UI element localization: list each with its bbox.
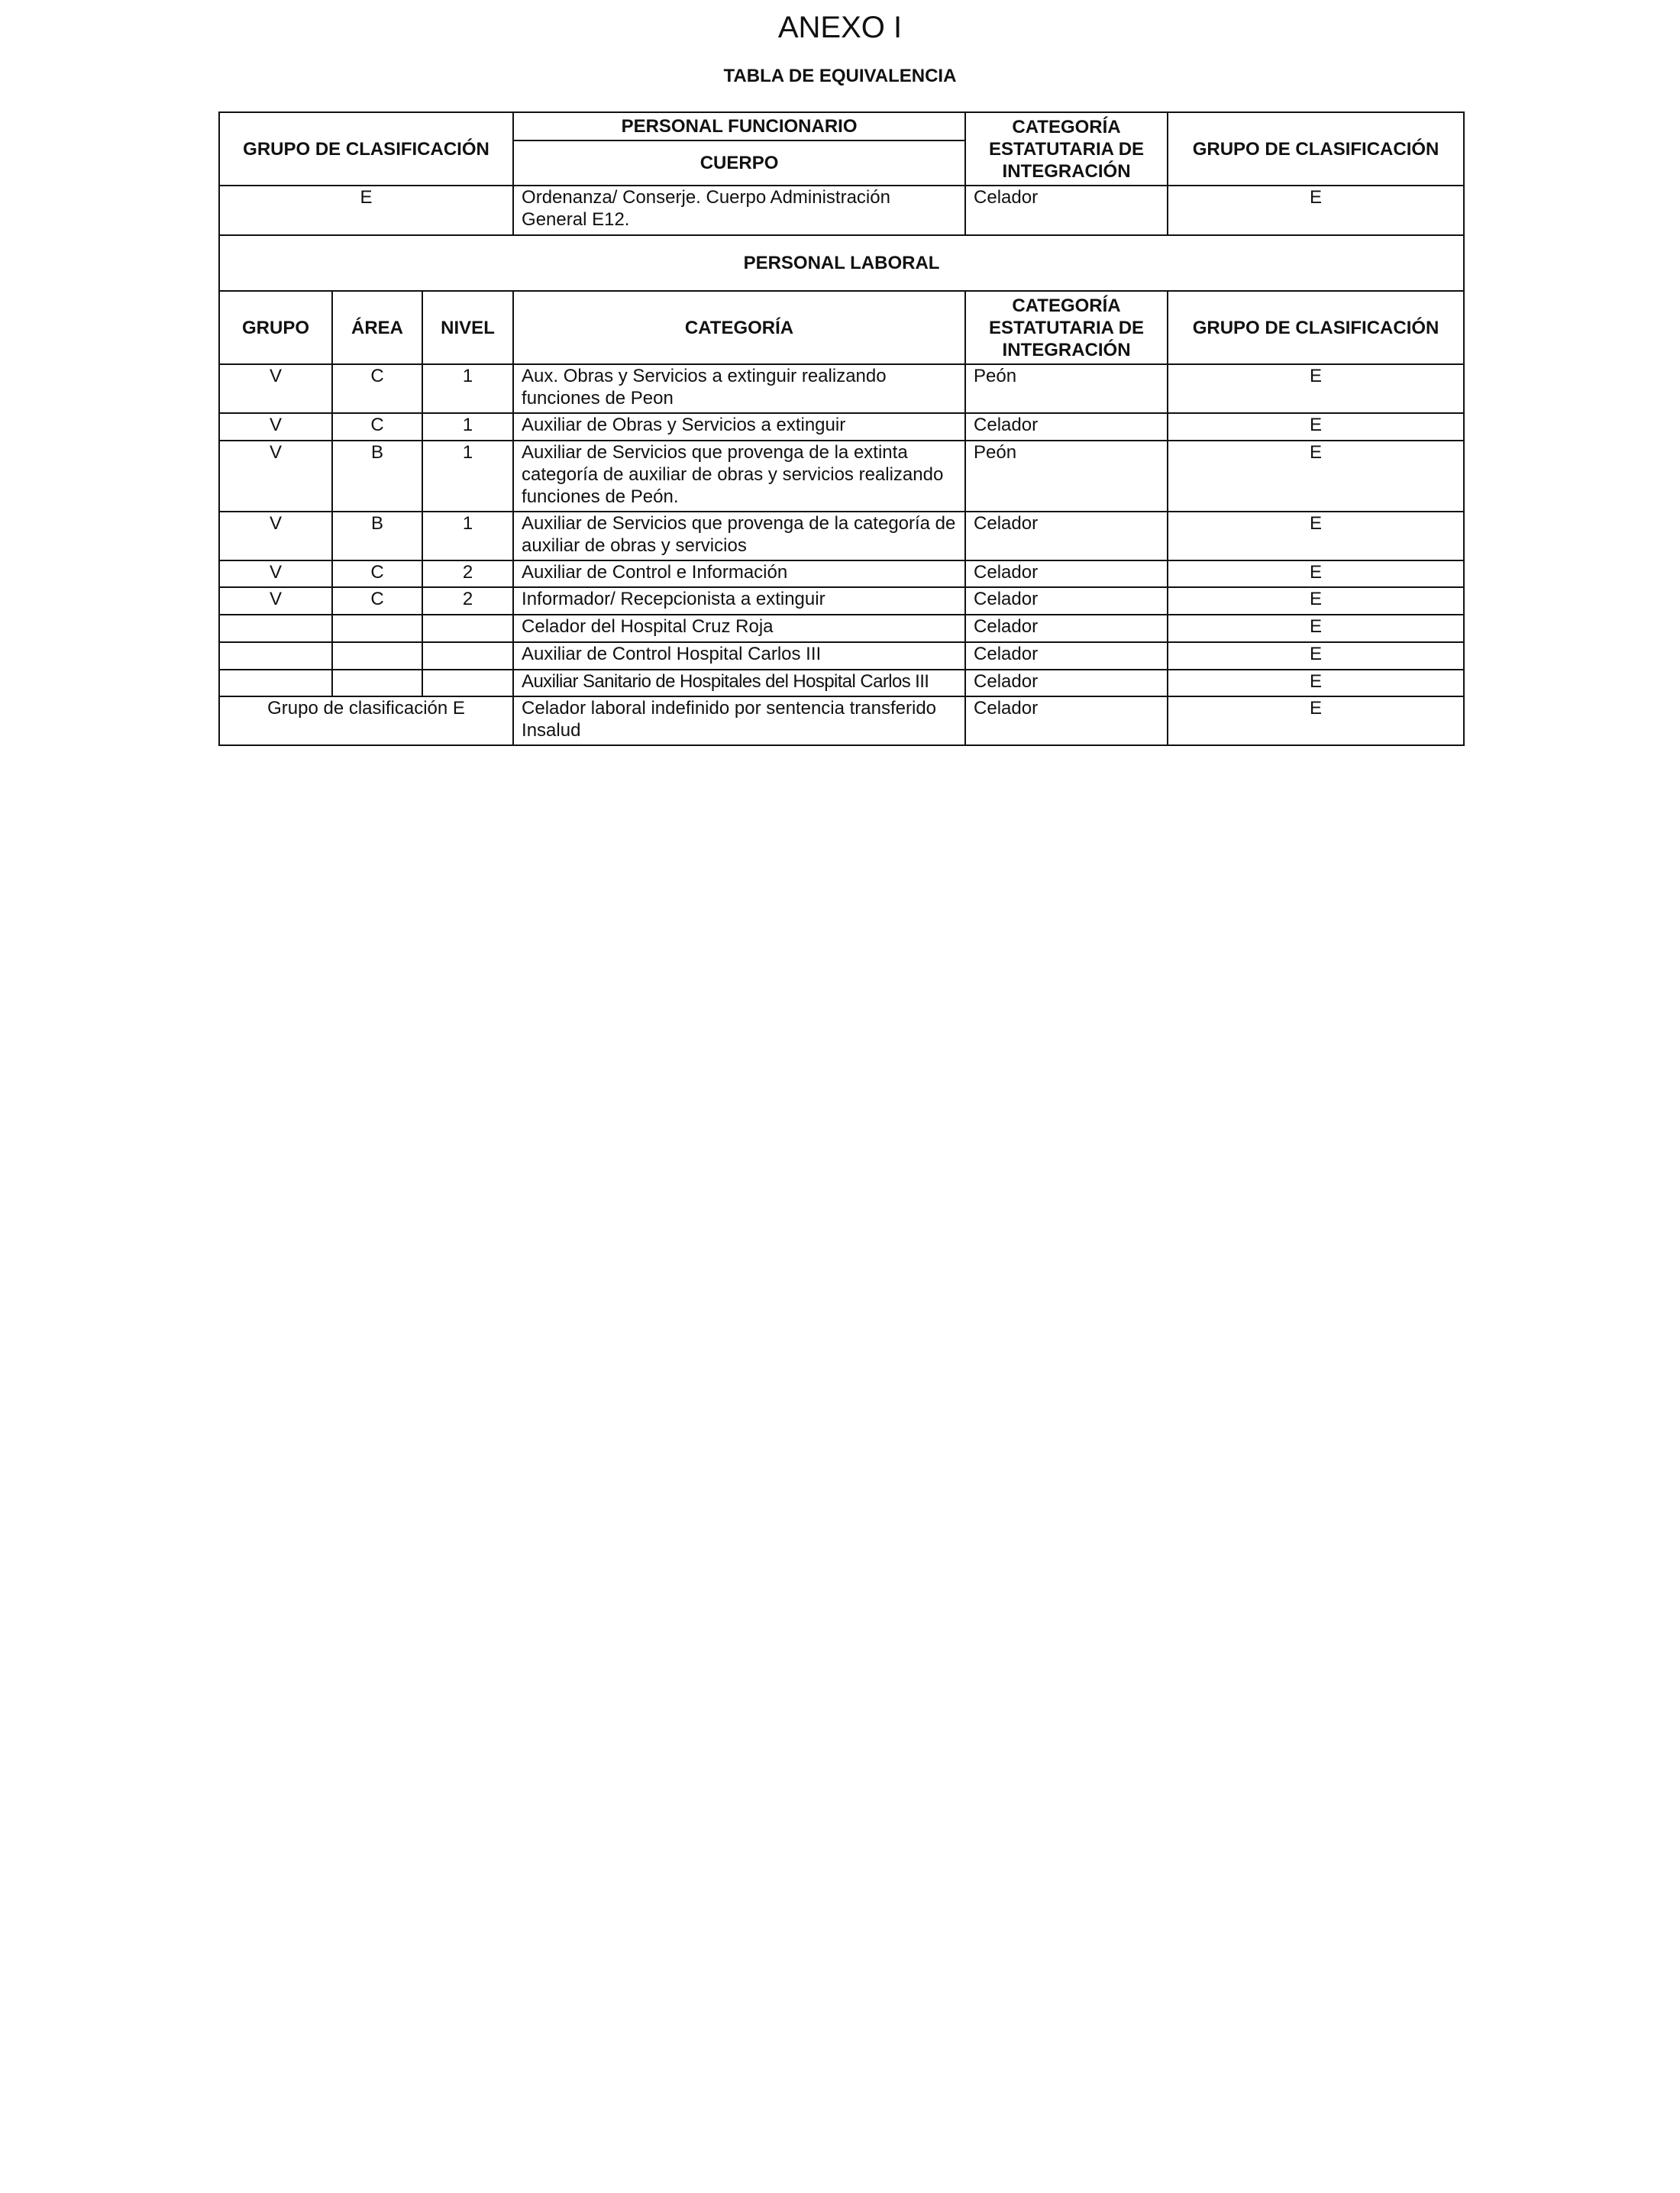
row-area: C [332,560,422,587]
row-grupo [219,642,332,670]
row-integracion: Celador [965,413,1168,441]
row-integracion: Celador [965,642,1168,670]
row-clasificacion: E [1168,512,1464,560]
row-integracion: Peón [965,441,1168,512]
funcionario-header-row [219,112,1464,140]
row-categoria: Auxiliar de Servicios que provenga de la extinta categoría de auxiliar de obras y servicios realizando funciones de Peón. [513,441,965,512]
row-clasificacion: E [1168,615,1464,642]
row-nivel [422,642,513,670]
row-integracion: Celador [965,512,1168,560]
row-clasificacion: E [1168,560,1464,587]
row-categoria: Auxiliar de Obras y Servicios a extinguir [513,413,965,441]
row-clasificacion: E [1168,642,1464,670]
table-row [219,615,1464,642]
row-integracion: Celador [965,670,1168,696]
table-row [219,364,1464,413]
funcionario-header-grupo-clasificacion: GRUPO DE CLASIFICACIÓN [219,112,513,186]
table-row-last [219,696,1464,745]
row-grupo: V [219,512,332,560]
row-nivel: 2 [422,587,513,615]
laboral-header-area: ÁREA [332,291,422,364]
last-row-categoria: Celador laboral indefinido por sentencia transferido Insalud [513,696,965,745]
funcionario-header-personal-funcionario: PERSONAL FUNCIONARIO [513,112,965,140]
funcionario-cuerpo: Ordenanza/ Conserje. Cuerpo Administración General E12. [513,186,965,235]
funcionario-grupo: E [219,186,513,235]
laboral-header-row [219,291,1464,364]
row-clasificacion: E [1168,364,1464,413]
row-integracion: Celador [965,615,1168,642]
row-clasificacion: E [1168,413,1464,441]
row-nivel: 1 [422,512,513,560]
row-grupo: V [219,413,332,441]
row-categoria-text: Auxiliar Sanitario de Hospitales del Hospital Carlos III [522,671,929,692]
last-row-integracion: Celador [965,696,1168,745]
row-area: C [332,587,422,615]
row-grupo [219,615,332,642]
laboral-section-title: PERSONAL LABORAL [219,235,1464,291]
equivalence-table [218,111,1465,746]
laboral-section-row [219,235,1464,291]
laboral-header-nivel: NIVEL [422,291,513,364]
row-categoria: Informador/ Recepcionista a extinguir [513,587,965,615]
table-row [219,413,1464,441]
laboral-header-categoria-integracion: CATEGORÍA ESTATUTARIA DE INTEGRACIÓN [965,291,1168,364]
row-clasificacion: E [1168,441,1464,512]
row-integracion: Celador [965,560,1168,587]
row-clasificacion: E [1168,587,1464,615]
row-nivel: 1 [422,413,513,441]
row-clasificacion: E [1168,670,1464,696]
row-categoria [513,670,965,696]
document-title: ANEXO I [777,11,903,44]
document-subtitle: TABLA DE EQUIVALENCIA [723,66,957,86]
row-integracion: Peón [965,364,1168,413]
table-row [219,441,1464,512]
row-nivel: 1 [422,441,513,512]
row-grupo: V [219,441,332,512]
row-categoria: Auxiliar de Control Hospital Carlos III [513,642,965,670]
row-grupo [219,670,332,696]
funcionario-row [219,186,1464,235]
last-row-grupo-merged: Grupo de clasificación E [219,696,513,745]
row-area [332,615,422,642]
table-row [219,670,1464,696]
row-area: B [332,441,422,512]
row-grupo: V [219,560,332,587]
row-nivel: 1 [422,364,513,413]
row-nivel [422,615,513,642]
row-grupo: V [219,587,332,615]
laboral-header-grupo: GRUPO [219,291,332,364]
row-nivel [422,670,513,696]
funcionario-categoria: Celador [965,186,1168,235]
table-row [219,560,1464,587]
table-row [219,642,1464,670]
row-categoria: Aux. Obras y Servicios a extinguir realizando funciones de Peon [513,364,965,413]
row-nivel: 2 [422,560,513,587]
laboral-header-categoria: CATEGORÍA [513,291,965,364]
last-row-clasificacion: E [1168,696,1464,745]
funcionario-grupo-destino: E [1168,186,1464,235]
row-categoria: Celador del Hospital Cruz Roja [513,615,965,642]
row-area [332,642,422,670]
row-area: C [332,364,422,413]
row-area: C [332,413,422,441]
funcionario-header-cuerpo: CUERPO [513,140,965,186]
row-grupo: V [219,364,332,413]
laboral-header-grupo-clasificacion: GRUPO DE CLASIFICACIÓN [1168,291,1464,364]
table-row [219,587,1464,615]
row-categoria: Auxiliar de Control e Información [513,560,965,587]
row-categoria: Auxiliar de Servicios que provenga de la categoría de auxiliar de obras y servicios [513,512,965,560]
row-area [332,670,422,696]
funcionario-header-grupo-clasificacion-destino: GRUPO DE CLASIFICACIÓN [1168,112,1464,186]
row-integracion: Celador [965,587,1168,615]
table-row [219,512,1464,560]
funcionario-header-categoria-integracion: CATEGORÍA ESTATUTARIA DE INTEGRACIÓN [965,112,1168,186]
row-area: B [332,512,422,560]
